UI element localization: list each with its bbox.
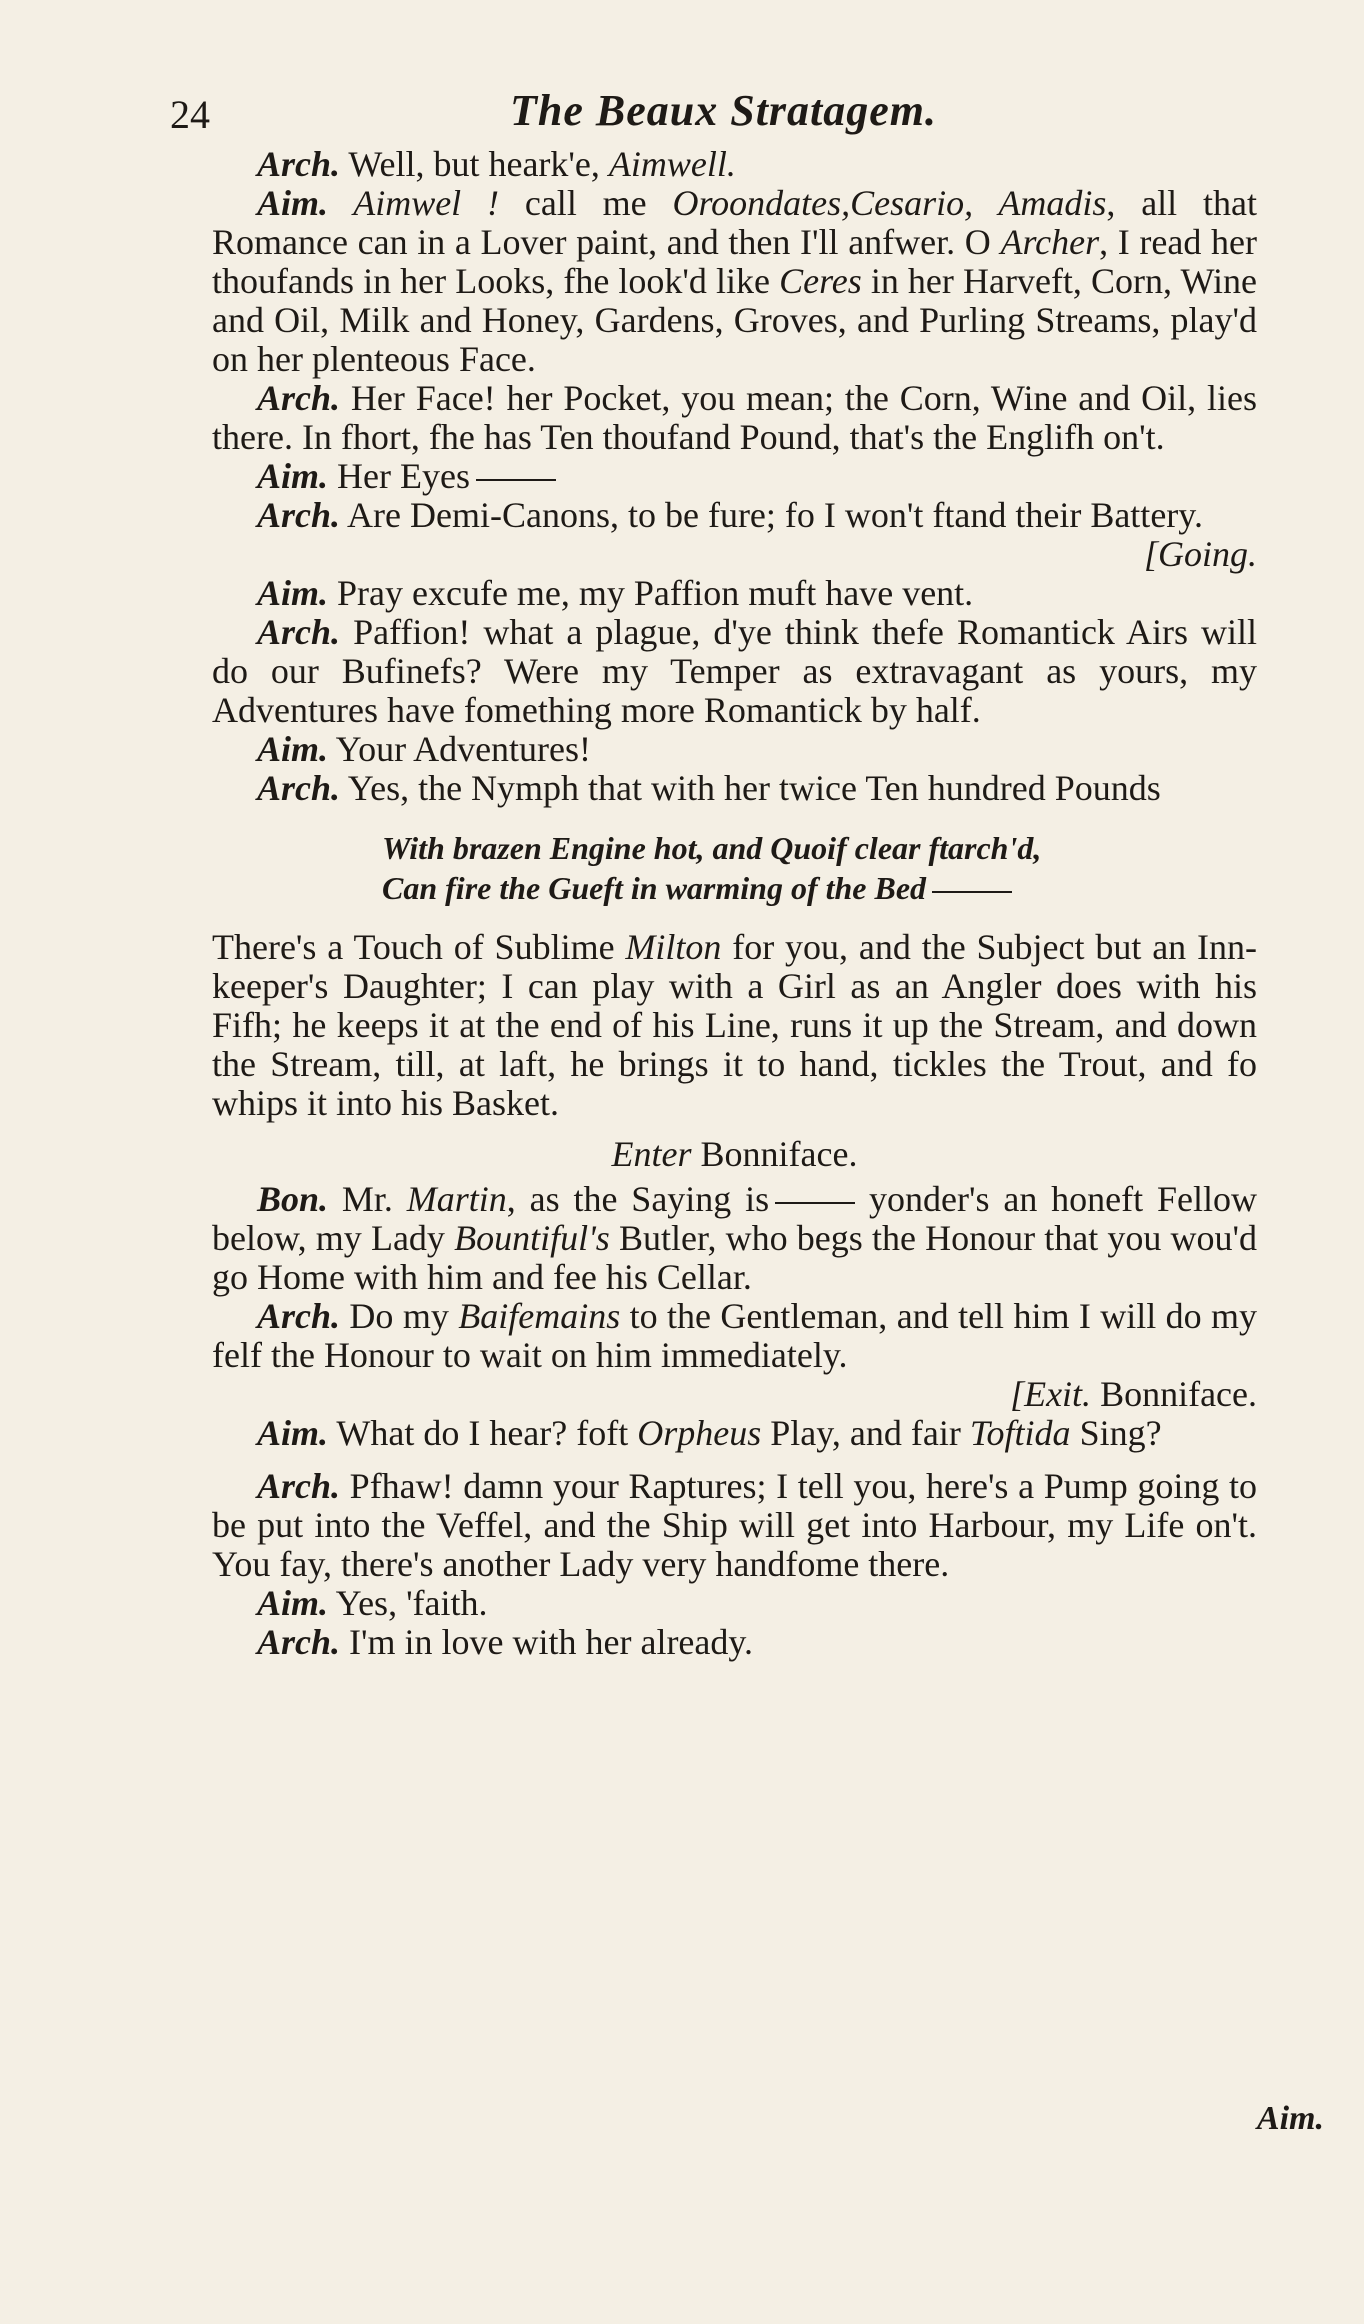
speech-archer-5-continued xyxy=(212,928,1257,1123)
italic-name: Archer xyxy=(1000,222,1100,262)
verse-quotation xyxy=(382,828,1257,908)
character-name: Bonniface. xyxy=(1091,1374,1257,1414)
dash-rule xyxy=(476,479,556,481)
speaker: Arch. xyxy=(257,1622,341,1662)
speech-aimwell-6 xyxy=(212,1584,1257,1623)
italic-name: Martin xyxy=(406,1179,507,1219)
speech-text: Well, but heark'e, xyxy=(340,144,609,184)
speech-text: in her Harveft, Corn, Wine and Oil, Milk and Honey, Gardens, Groves, and Purling Streams, play'd on her plenteous Face. xyxy=(212,261,1257,379)
italic-name: Bountiful's xyxy=(454,1218,610,1258)
speaker: Aim. xyxy=(257,573,329,613)
speech-text: There's a Touch of Sublime xyxy=(212,927,626,967)
speech-text: to the Gentleman, and tell him I will do my felf the Honour to wait on him immediately. xyxy=(212,1296,1258,1375)
speech-text: Are Demi-Canons, to be fure; fo I won't ftand their Battery. xyxy=(340,495,1203,535)
page-number: 24 xyxy=(170,92,210,137)
speech-text: Paffion! what a plague, d'ye think thefe Romantick Airs will do our Bufinefs? Were my Temper as extravagant as yours, my Adventures have fomething more Romantick by half. xyxy=(212,612,1257,730)
speech-text: Her Face! her Pocket, you mean; the Corn, Wine and Oil, lies there. In fhort, fhe has Ten thoufand Pound, that's the Englifh on't. xyxy=(212,378,1257,457)
running-title: The Beaux Stratagem. xyxy=(510,86,938,135)
speech-bonniface-1 xyxy=(212,1180,1257,1297)
speech-text: , all that Romance can in a Lover paint, and then I'll anfwer. O xyxy=(212,183,1257,262)
speech-archer-5 xyxy=(212,769,1257,808)
dash-rule xyxy=(775,1202,855,1204)
speech-aimwell-3 xyxy=(212,574,1257,613)
speech-text: Your Adventures! xyxy=(328,729,592,769)
speaker: Arch. xyxy=(257,1296,341,1336)
speech-text: call me xyxy=(499,183,673,223)
speech-text: , I read her thoufands in her Looks, fhe look'd like xyxy=(212,222,1257,301)
speech-aimwell-2 xyxy=(212,457,1257,496)
speaker: Arch. xyxy=(257,768,341,808)
speech-text: What do I hear? foft xyxy=(328,1413,638,1453)
italic-word: Baifemains xyxy=(458,1296,621,1336)
speech-text: Pfhaw! damn your Raptures; I tell you, here's a Pump going to be put into the Veffel, and the Ship will get into Harbour, my Life on't. You fay, there's another Lady very handfome there. xyxy=(212,1466,1257,1584)
catchword: Aim. xyxy=(1256,2100,1324,2137)
speaker: Arch. xyxy=(257,495,341,535)
speaker: Arch. xyxy=(257,1466,341,1506)
speaker: Aim. xyxy=(257,183,329,223)
spacer xyxy=(212,1453,1257,1467)
enter-label: Enter xyxy=(611,1134,692,1174)
dash-rule xyxy=(932,891,1012,893)
speech-text: Butler, who begs the Honour that you wou'd go Home with him and fee his Cellar. xyxy=(212,1218,1257,1297)
speaker: Arch. xyxy=(257,144,341,184)
verse-line-2 xyxy=(382,868,1257,908)
stage-direction-exit xyxy=(212,1375,1257,1414)
speech-text: Her Eyes xyxy=(328,456,470,496)
page-text xyxy=(212,145,1257,1662)
italic-name: Aimwel ! xyxy=(328,183,500,223)
speech-text: Yes, 'faith. xyxy=(328,1583,488,1623)
speech-aimwell-1 xyxy=(212,184,1257,379)
speaker: Aim. xyxy=(257,729,329,769)
speech-aimwell-4 xyxy=(212,730,1257,769)
speaker: Arch. xyxy=(257,378,341,418)
speech-text: Do my xyxy=(340,1296,459,1336)
italic-name: Aimwell. xyxy=(608,144,736,184)
speaker: Aim. xyxy=(257,456,329,496)
speech-archer-7 xyxy=(212,1467,1257,1584)
speech-text: Yes, the Nymph that with her twice Ten hundred Pounds xyxy=(340,768,1161,808)
speaker: Arch. xyxy=(257,612,341,652)
speech-text: yonder's an honeft Fellow below, my Lady xyxy=(212,1179,1257,1258)
exit-label: [Exit. xyxy=(1010,1374,1092,1414)
speech-archer-4 xyxy=(212,613,1257,730)
speech-text: , as the Saying is xyxy=(506,1179,770,1219)
speech-text: Play, and fair xyxy=(761,1413,970,1453)
character-name: Bonniface. xyxy=(691,1134,858,1174)
verse-line-text: Can fire the Gueft in warming of the Bed xyxy=(382,870,927,906)
speech-archer-3 xyxy=(212,496,1257,535)
speech-text: Pray excufe me, my Paffion muft have vent. xyxy=(328,573,974,613)
speaker: Aim. xyxy=(257,1583,329,1623)
italic-name: Orpheus xyxy=(637,1413,762,1453)
speech-text: Mr. xyxy=(328,1179,407,1219)
page-header xyxy=(150,85,1270,145)
verse-line: With brazen Engine hot, and Quoif clear ftarch'd, xyxy=(382,830,1042,866)
speech-text: I'm in love with her already. xyxy=(340,1622,754,1662)
italic-name: Ceres xyxy=(779,261,862,301)
speech-archer-8 xyxy=(212,1623,1257,1662)
italic-names: Oroondates,Cesario, Amadis xyxy=(672,183,1107,223)
speaker: Aim. xyxy=(257,1413,329,1453)
speech-aimwell-5 xyxy=(212,1414,1257,1453)
speech-text: for you, and the Subject but an Inn-keeper's Daughter; I can play with a Girl as an Angler does with his Fifh; he keeps it at the end of his Line, runs it up the Stream, and down the Stream, till, at laft, he brings it to hand, tickles the Trout, and fo whips it into his Basket. xyxy=(212,927,1257,1123)
speech-archer-1 xyxy=(212,145,1257,184)
stage-direction-going: [Going. xyxy=(1143,534,1257,574)
speech-archer-6 xyxy=(212,1297,1257,1375)
speech-archer-2 xyxy=(212,379,1257,457)
italic-name: Toftida xyxy=(969,1413,1071,1453)
speaker: Bon. xyxy=(257,1179,329,1219)
speech-text: Sing? xyxy=(1070,1413,1162,1453)
italic-name: Milton xyxy=(625,927,722,967)
stage-direction-enter xyxy=(212,1135,1257,1174)
